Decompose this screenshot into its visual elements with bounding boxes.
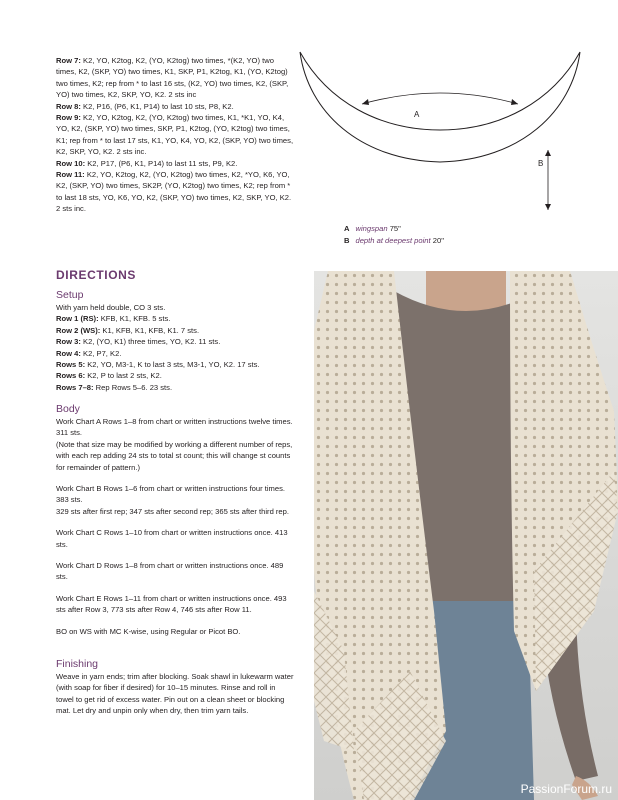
photo-illustration — [314, 271, 618, 800]
setup-row-7-8: Rows 7–8: Rep Rows 5–6. 23 sts. — [56, 382, 173, 392]
body-para-3: Work Chart B Rows 1–6 from chart or written instructions four times. 383 sts. — [56, 484, 286, 505]
setup-section — [56, 288, 294, 393]
pattern-rows-top — [56, 55, 294, 215]
watermark: PassionForum.ru — [520, 782, 612, 796]
row-7: Row 7: K2, YO, K2tog, K2, (YO, K2tog) two times, *(K2, YO) two times, K2, (SKP, YO) two times, K1, SKP, P1, K2tog, K1, (YO, K2tog) two times, K2; rep from * to last 16 sts, (K2, YO) two times, K2, (SKP, YO) two times, K2, SKP, YO, K2. 2 sts inc — [56, 56, 289, 100]
depth-arrowhead-bottom — [545, 204, 551, 210]
finishing-text: Weave in yarn ends; trim after blocking. Soak shawl in lukewarm water (with soap for fiber if desired) for 10–15 minutes. Rinse and roll in towel to get rid of excess water. Pin out on a clean sheet or blocking mat. Let dry and unpin only when dry, then trim yarn tails. — [56, 672, 294, 716]
schematic-legend — [344, 223, 444, 246]
body-heading: Body — [56, 403, 80, 415]
label-a: A — [414, 110, 420, 119]
row-9: Row 9: K2, YO, K2tog, K2, (YO, K2tog) two times, K1, *K1, YO, K4, YO, K2, (SKP, YO) two times, SKP, P1, K2tog, (YO, K2tog) two times, K1; rep from * to last 17 sts, K1, YO, K4, YO, K2, (SKP, YO) two times, K2, SKP, YO, K2. 2 sts inc. — [56, 113, 294, 157]
shawl-schematic — [290, 42, 590, 222]
depth-arrowhead-top — [545, 150, 551, 156]
directions-heading: DIRECTIONS — [56, 268, 137, 282]
setup-row-5: Rows 5: K2, YO, M3-1, K to last 3 sts, M3-1, YO, K2. 17 sts. — [56, 360, 260, 370]
body-para-8: BO on WS with MC K-wise, using Regular or Picot BO. — [56, 626, 241, 636]
setup-row-4: Row 4: K2, P7, K2. — [56, 348, 122, 358]
wingspan-arrow — [362, 93, 518, 104]
body-para-2: (Note that size may be modified by working a different number of reps, with each rep adding 24 sts to total st count; this will change st counts for remainder of pattern.) — [56, 439, 293, 472]
setup-row-2: Row 2 (WS): K1, KFB, K1, KFB, K1. 7 sts. — [56, 325, 200, 335]
body-para-5: Work Chart C Rows 1–10 from chart or written instructions once. 413 sts. — [56, 528, 288, 549]
setup-row-3: Row 3: K2, (YO, K1) three times, YO, K2. 11 sts. — [56, 337, 221, 347]
legend-item-a: A wingspan 75" — [344, 224, 401, 233]
setup-row-1: Row 1 (RS): KFB, K1, KFB. 5 sts. — [56, 314, 171, 324]
body-para-1: Work Chart A Rows 1–8 from chart or written instructions twelve times. 311 sts. — [56, 417, 293, 438]
legend-item-b: B depth at deepest point 20" — [344, 235, 444, 245]
row-10: Row 10: K2, P17, (P6, K1, P14) to last 11 sts, P9, K2. — [56, 158, 238, 168]
body-para-4: 329 sts after first rep; 347 sts after second rep; 365 sts after third rep. — [56, 506, 289, 516]
wingspan-arrowhead-left — [362, 99, 369, 105]
row-8: Row 8: K2, P16, (P6, K1, P14) to last 10 sts, P8, K2. — [56, 101, 234, 111]
body-para-7: Work Chart E Rows 1–11 from chart or written instructions once. 493 sts after Row 3, 773 sts after Row 4, 746 sts after Row 11. — [56, 593, 287, 615]
body-section — [56, 402, 294, 637]
setup-intro: With yarn held double, CO 3 sts. — [56, 303, 166, 312]
setup-heading: Setup — [56, 289, 84, 301]
row-11: Row 11: K2, YO, K2tog, K2, (YO, K2tog) two times, K2, *YO, K6, YO, K2, (SKP, YO) two times, SK2P, (YO, K2tog) two times, K2; rep from * to last 18 sts, YO, K6, YO, K2, (SKP, YO) two times, K2, SKP, YO, K2. 2 sts inc. — [56, 170, 292, 214]
shawl-photo — [314, 271, 618, 800]
label-b: B — [538, 159, 544, 168]
setup-row-6: Rows 6: K2, P to last 2 sts, K2. — [56, 371, 162, 381]
body-para-6: Work Chart D Rows 1–8 from chart or written instructions once. 489 sts. — [56, 561, 284, 582]
finishing-section — [56, 657, 294, 717]
wingspan-arrowhead-right — [511, 99, 518, 105]
shawl-outline — [300, 52, 580, 162]
finishing-heading: Finishing — [56, 658, 99, 670]
